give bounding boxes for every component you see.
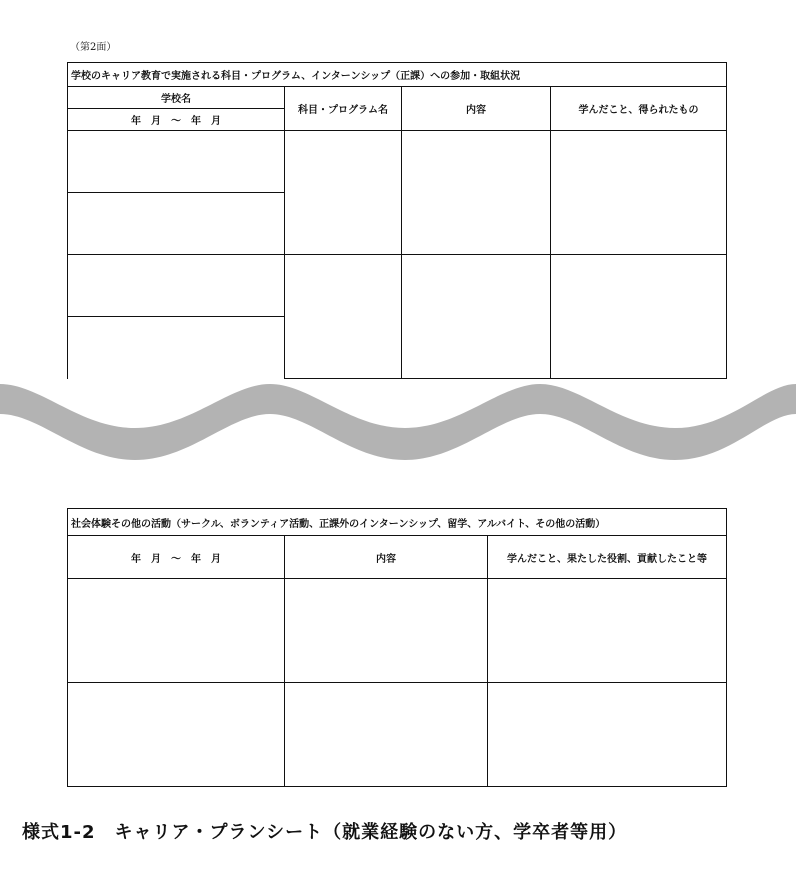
header-period-2: 年 月 ～ 年 月 bbox=[68, 536, 285, 579]
activity-content-cell-1[interactable] bbox=[285, 579, 488, 683]
school-name-cell-2[interactable] bbox=[68, 255, 285, 317]
activity-content-cell-2[interactable] bbox=[285, 683, 488, 787]
activity-period-cell-1[interactable] bbox=[68, 579, 285, 683]
page-number-label: （第2面） bbox=[70, 42, 117, 53]
social-activities-table bbox=[67, 508, 727, 787]
form-caption: 様式1-2 キャリア・プランシート（就業経験のない方、学卒者等用） bbox=[22, 822, 628, 843]
content-cell-1[interactable] bbox=[402, 131, 551, 255]
header-content-2: 内容 bbox=[285, 536, 488, 579]
activity-period-cell-2[interactable] bbox=[68, 683, 285, 787]
header-period: 年 月 ～ 年 月 bbox=[68, 109, 285, 131]
activity-learned-cell-1[interactable] bbox=[488, 579, 727, 683]
header-learned-2: 学んだこと、果たした役割、貢献したこと等 bbox=[488, 536, 727, 579]
section1-title: 学校のキャリア教育で実施される科目・プログラム、インターンシップ（正課）への参加・取組状況 bbox=[68, 63, 727, 87]
page-break-wave bbox=[0, 370, 796, 480]
activity-learned-cell-2[interactable] bbox=[488, 683, 727, 787]
section2-title: 社会体験その他の活動（サークル、ボランティア活動、正課外のインターンシップ、留学、アルバイト、その他の活動） bbox=[68, 509, 727, 536]
header-learned: 学んだこと、得られたもの bbox=[551, 87, 727, 131]
header-program-name: 科目・プログラム名 bbox=[285, 87, 402, 131]
header-content: 内容 bbox=[402, 87, 551, 131]
wave-shape bbox=[0, 384, 796, 460]
content-cell-2[interactable] bbox=[402, 255, 551, 379]
header-school-name: 学校名 bbox=[68, 87, 285, 109]
learned-cell-2[interactable] bbox=[551, 255, 727, 379]
school-career-program-table bbox=[67, 62, 727, 379]
program-name-cell-1[interactable] bbox=[285, 131, 402, 255]
school-name-cell-1[interactable] bbox=[68, 131, 285, 193]
period-cell-1[interactable] bbox=[68, 193, 285, 255]
program-name-cell-2[interactable] bbox=[285, 255, 402, 379]
learned-cell-1[interactable] bbox=[551, 131, 727, 255]
